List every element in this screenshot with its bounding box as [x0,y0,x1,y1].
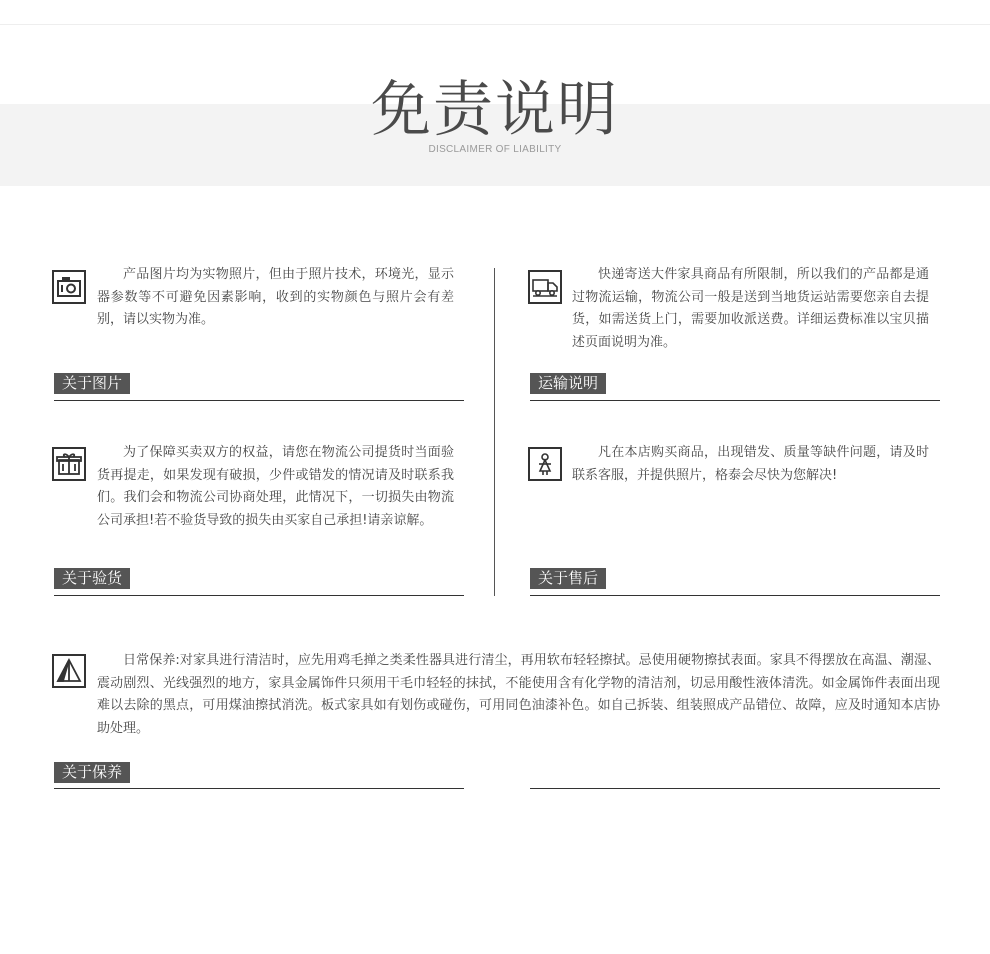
section-rule-right [530,788,940,789]
section-text-shipping: 快递寄送大件家具商品有所限制，所以我们的产品都是通过物流运输，物流公司一般是送到当地货运站需要您亲自去提货，如需送货上门，需要加收派送费。详细运费标准以宝贝描述页面说明为准。 [572,267,929,350]
section-label-inspection: 关于验货 [54,568,130,589]
section-label-pictures: 关于图片 [54,373,130,394]
section-rule-aftersales [530,595,940,596]
section-rule-maintenance [54,788,464,789]
camera-icon [52,270,86,304]
person-icon [528,447,562,481]
section-label-aftersales: 关于售后 [530,568,606,589]
section-label-maintenance: 关于保养 [54,762,130,783]
section-text-aftersales: 凡在本店购买商品，出现错发、质量等缺件问题，请及时联系客服，并提供照片，格泰会尽快为您解决! [572,445,929,483]
truck-icon [528,270,562,304]
gift-box-icon [52,447,86,481]
section-rule-inspection [54,595,464,596]
warning-icon [52,654,86,688]
section-label-shipping: 运输说明 [530,373,606,394]
section-text-pictures: 产品图片均为实物照片，但由于照片技术，环境光，显示器参数等不可避免因素影响，收到的实物颜色与照片会有差别，请以实物为准。 [97,267,454,327]
top-divider [0,24,990,25]
section-text-maintenance: 日常保养:对家具进行清洁时，应先用鸡毛掸之类柔性器具进行清尘，再用软布轻轻擦拭。忌使用硬物擦拭表面。家具不得摆放在高温、潮湿、震动剧烈、光线强烈的地方，家具金属饰件只须用干毛巾轻轻的抹拭，不能使用含有化学物的清洁剂，切忌用酸性液体清洗。如金属饰件表面出现难以去除的黑点，可用煤油擦拭消洗。板式家具如有划伤或碰伤，可用同色油漆补色。如自己拆装、组装照成产品错位、故障，应及时通知本店协助处理。 [97,653,940,736]
page-subtitle: DISCLAIMER OF LIABILITY [428,144,562,155]
column-divider [494,268,495,596]
section-rule-shipping [530,400,940,401]
page-title: 免责说明 [371,75,619,145]
section-rule-pictures [54,400,464,401]
section-text-inspection: 为了保障买卖双方的权益，请您在物流公司提货时当面验货再提走，如果发现有破损，少件或错发的情况请及时联系我们。我们会和物流公司协商处理，此情况下，一切损失由物流公司承担!若不验货导致的损失由买家自己承担!请亲谅解。 [97,445,454,528]
